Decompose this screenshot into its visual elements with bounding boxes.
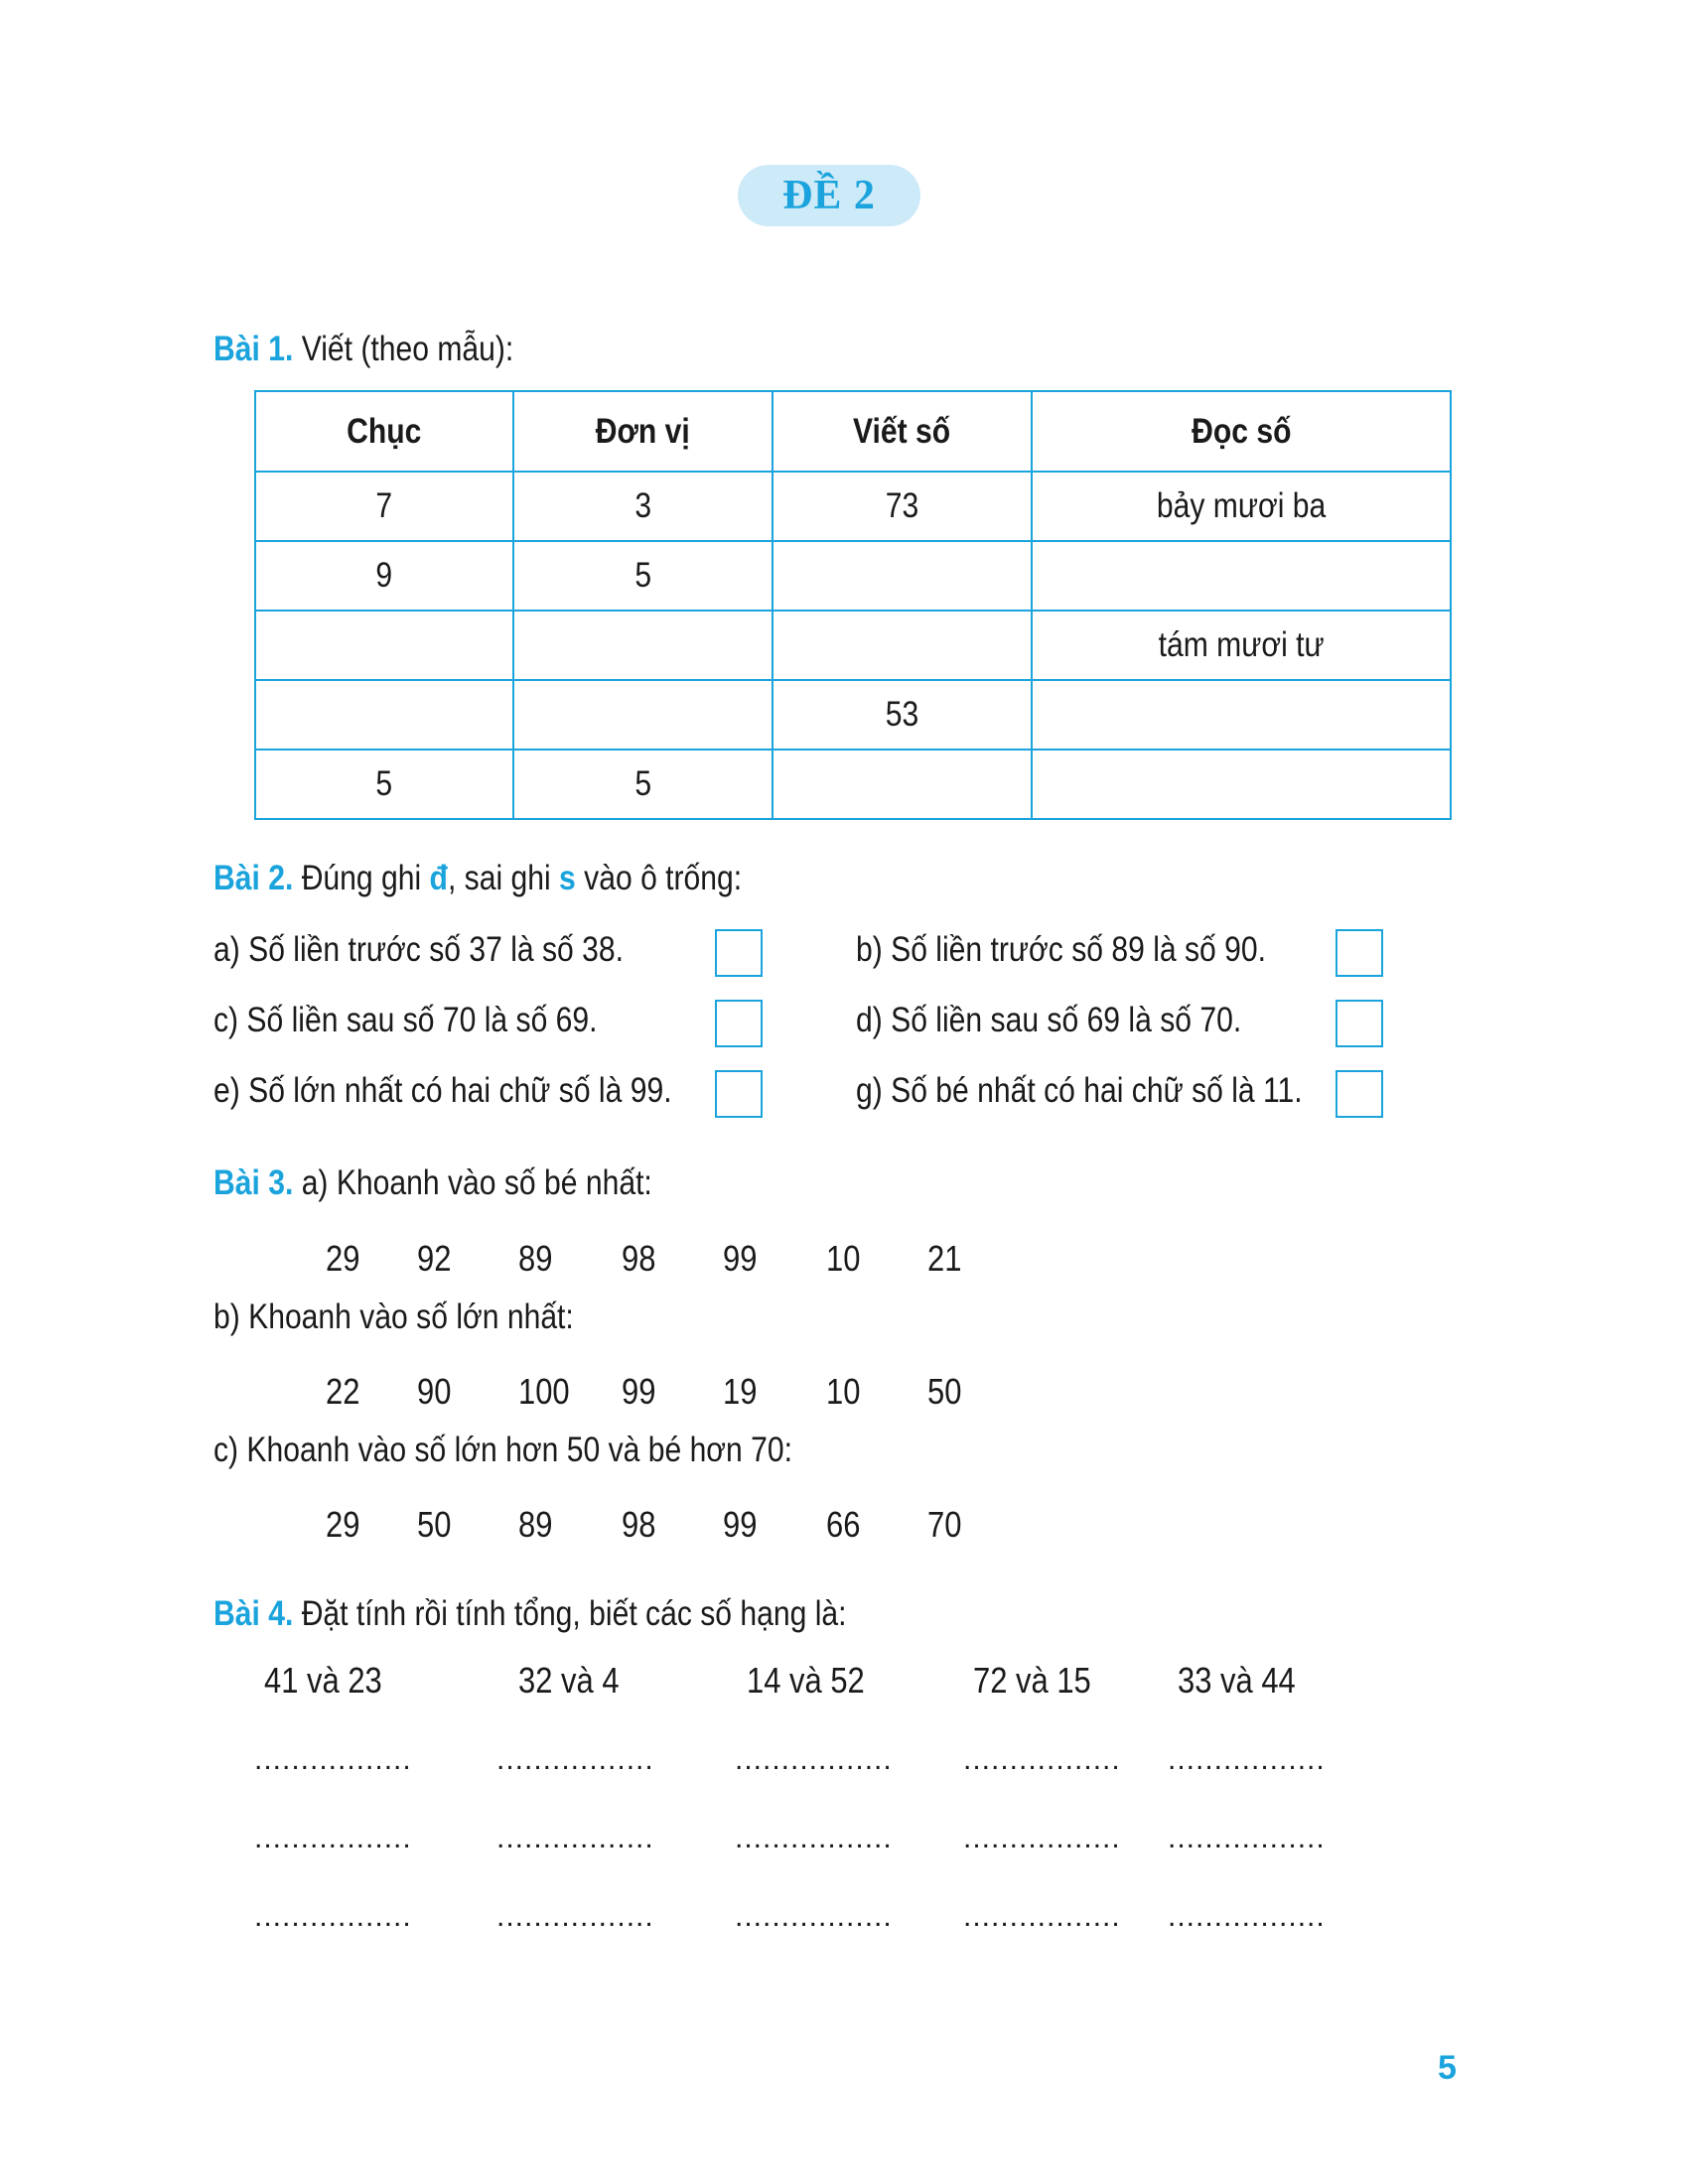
answer-line[interactable]: ................. (1168, 1743, 1326, 1776)
table-cell: 7 (255, 472, 513, 541)
number-option[interactable]: 98 (622, 1238, 656, 1279)
number-option[interactable]: 29 (326, 1238, 360, 1279)
table-cell-blank[interactable] (513, 611, 773, 680)
bai2-item-b: b) Số liền trước số 89 là số 90. (856, 930, 1267, 969)
number-option[interactable]: 98 (622, 1504, 656, 1545)
bai2-instruction-part: Đúng ghi (301, 859, 422, 897)
bai1-instruction: Viết (theo mẫu): (301, 330, 514, 368)
number-option[interactable]: 70 (927, 1504, 962, 1545)
table-header-row (255, 391, 1451, 472)
answer-box-d[interactable] (1336, 1000, 1383, 1047)
bai1-heading (213, 330, 513, 369)
answer-line[interactable]: ................. (254, 1743, 412, 1776)
table-row (255, 472, 1451, 541)
table-cell: 3 (513, 472, 773, 541)
bai3-b-text: b) Khoanh vào số lớn nhất: (213, 1297, 574, 1336)
bai2-item-d: d) Số liền sau số 69 là số 70. (856, 1001, 1242, 1039)
bai3-c-text: c) Khoanh vào số lớn hơn 50 và bé hơn 70: (213, 1431, 792, 1469)
table-cell: bảy mươi ba (1032, 472, 1451, 541)
answer-line[interactable]: ................. (1168, 1822, 1326, 1854)
number-option[interactable]: 89 (518, 1238, 553, 1279)
number-option[interactable]: 22 (326, 1371, 360, 1412)
answer-line[interactable]: ................. (963, 1743, 1121, 1776)
answer-line[interactable]: ................. (735, 1743, 893, 1776)
bai2-heading (213, 859, 742, 898)
number-option[interactable]: 100 (518, 1371, 570, 1412)
number-option[interactable]: 89 (518, 1504, 553, 1545)
number-option[interactable]: 99 (622, 1371, 656, 1412)
table-cell: 9 (255, 541, 513, 611)
answer-box-g[interactable] (1336, 1070, 1383, 1118)
answer-line[interactable]: ................. (254, 1822, 412, 1854)
answer-line[interactable]: ................. (963, 1822, 1121, 1854)
table-cell-blank[interactable] (1032, 680, 1451, 750)
number-option[interactable]: 99 (723, 1504, 758, 1545)
table-cell-blank[interactable] (1032, 541, 1451, 611)
page-number: 5 (1438, 2049, 1457, 2087)
table-cell-blank[interactable] (773, 541, 1032, 611)
answer-box-c[interactable] (715, 1000, 763, 1047)
table-cell-blank[interactable] (1032, 750, 1451, 819)
answer-line[interactable]: ................. (254, 1900, 412, 1933)
number-option[interactable]: 66 (826, 1504, 861, 1545)
bai2-d-letter: đ (429, 859, 448, 897)
table-row (255, 541, 1451, 611)
table-cell-blank[interactable] (255, 611, 513, 680)
bai2-item-a: a) Số liền trước số 37 là số 38. (213, 930, 625, 969)
answer-box-e[interactable] (715, 1070, 763, 1118)
header-don-vi: Đơn vị (513, 391, 773, 472)
bai2-item-e: e) Số lớn nhất có hai chữ số là 99. (213, 1071, 672, 1110)
answer-line[interactable]: ................. (496, 1822, 654, 1854)
bai1-label: Bài 1. (213, 330, 294, 368)
table-cell: 5 (255, 750, 513, 819)
table-cell: tám mươi tư (1032, 611, 1451, 680)
table-cell: 5 (513, 750, 773, 819)
addend-pair: 33 và 44 (1178, 1660, 1296, 1701)
answer-line[interactable]: ................. (735, 1900, 893, 1933)
number-option[interactable]: 90 (417, 1371, 452, 1412)
table-cell-blank[interactable] (513, 680, 773, 750)
bai2-instruction-part: vào ô trống: (584, 859, 743, 897)
table-row (255, 680, 1451, 750)
answer-box-a[interactable] (715, 929, 763, 977)
table-cell: 73 (773, 472, 1032, 541)
number-option[interactable]: 10 (826, 1371, 861, 1412)
header-chuc: Chục (255, 391, 513, 472)
number-option[interactable]: 21 (927, 1238, 962, 1279)
answer-line[interactable]: ................. (963, 1900, 1121, 1933)
number-option[interactable]: 99 (723, 1238, 758, 1279)
table-cell: 53 (773, 680, 1032, 750)
bai2-s-letter: s (559, 859, 576, 897)
answer-box-b[interactable] (1336, 929, 1383, 977)
number-option[interactable]: 29 (326, 1504, 360, 1545)
addend-pair: 72 và 15 (973, 1660, 1091, 1701)
bai2-instruction-part: , sai ghi (447, 859, 551, 897)
table-cell-blank[interactable] (773, 611, 1032, 680)
bai4-instruction: Đặt tính rồi tính tổng, biết các số hạng là: (301, 1594, 847, 1633)
bai4-label: Bài 4. (213, 1594, 294, 1633)
bai4-heading (213, 1594, 847, 1634)
table-row (255, 611, 1451, 680)
number-option[interactable]: 50 (927, 1371, 962, 1412)
answer-line[interactable]: ................. (496, 1900, 654, 1933)
number-option[interactable]: 10 (826, 1238, 861, 1279)
number-option[interactable]: 50 (417, 1504, 452, 1545)
addend-pair: 32 và 4 (518, 1660, 620, 1701)
bai3-a-text: a) Khoanh vào số bé nhất: (301, 1163, 652, 1202)
answer-line[interactable]: ................. (496, 1743, 654, 1776)
bai3-label: Bài 3. (213, 1163, 294, 1202)
number-option[interactable]: 92 (417, 1238, 452, 1279)
bai2-item-c: c) Số liền sau số 70 là số 69. (213, 1001, 598, 1039)
bai2-item-g: g) Số bé nhất có hai chữ số là 11. (856, 1071, 1303, 1110)
addend-pair: 14 và 52 (747, 1660, 865, 1701)
table-cell-blank[interactable] (773, 750, 1032, 819)
header-doc-so: Đọc số (1032, 391, 1451, 472)
bai3-heading (213, 1163, 652, 1203)
bai1-table (254, 390, 1452, 820)
bai2-label: Bài 2. (213, 859, 294, 897)
addend-pair: 41 và 23 (264, 1660, 382, 1701)
answer-line[interactable]: ................. (1168, 1900, 1326, 1933)
header-viet-so: Viết số (773, 391, 1032, 472)
table-cell: 5 (513, 541, 773, 611)
number-option[interactable]: 19 (723, 1371, 758, 1412)
answer-line[interactable]: ................. (735, 1822, 893, 1854)
page-title: ĐỀ 2 (738, 165, 920, 226)
table-row (255, 750, 1451, 819)
table-cell-blank[interactable] (255, 680, 513, 750)
